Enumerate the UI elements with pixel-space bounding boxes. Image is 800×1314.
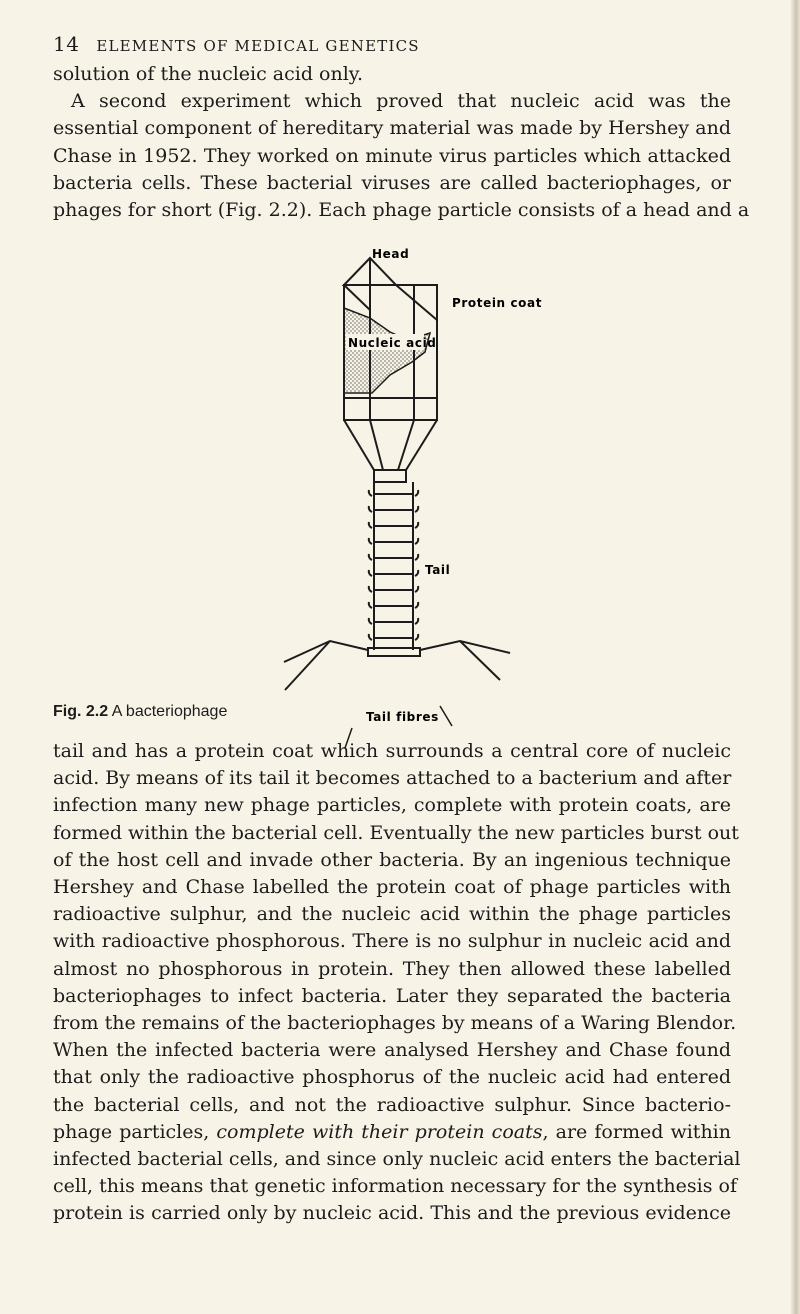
text-line: of the host cell and invade other bacteria. By an ingenious technique: [53, 848, 731, 871]
head-collar: [344, 420, 437, 470]
text-line: protein is carried only by nucleic acid. This and the previous evidence: [53, 1202, 731, 1225]
text-line-italic: phage particles, complete with their protein coats, are formed within: [53, 1120, 731, 1143]
page-number: 14: [53, 32, 80, 56]
nucleic-acid-label: Nucleic acid: [348, 336, 437, 350]
text-line: Chase in 1952. They worked on minute virus particles which attacked: [53, 144, 731, 167]
text-line: phages for short (Fig. 2.2). Each phage particle consists of a head and a: [53, 199, 750, 222]
text-line: cell, this means that genetic information necessary for the synthesis of: [53, 1175, 737, 1198]
tail-sheath: [374, 482, 413, 650]
text-line: Hershey and Chase labelled the protein coat of phage particles with: [53, 876, 731, 899]
caption-label: Fig. 2.2: [53, 703, 109, 720]
head-label: Head: [372, 247, 410, 261]
figure-caption: [53, 703, 227, 721]
text-line: A second experiment which proved that nucleic acid was the: [71, 90, 731, 113]
tail-label: Tail: [425, 563, 451, 577]
text-line: bacteria cells. These bacterial viruses are called bacteriophages, or: [53, 171, 731, 194]
paragraph-bottom: [53, 738, 741, 1228]
text-line: that only the radioactive phosphorus of the nucleic acid had entered: [53, 1066, 731, 1089]
text-line: bacteriophages to infect bacteria. Later they separated the bacteria: [53, 984, 731, 1007]
text-line: solution of the nucleic acid only.: [53, 63, 364, 85]
protein-coat-label: Protein coat: [452, 296, 543, 310]
text-line: infected bacterial cells, and since only nucleic acid enters the bacterial: [53, 1148, 741, 1171]
bacteriophage-figure: [240, 247, 550, 740]
text-line: from the remains of the bacteriophages by means of a Waring Blendor.: [53, 1012, 737, 1035]
text-line: tail and has a protein coat which surrounds a central core of nucleic: [53, 740, 731, 762]
caption-text: A bacteriophage: [111, 703, 228, 720]
text-line: almost no phosphorous in protein. They then allowed these labelled: [53, 957, 731, 980]
page-edge: [790, 0, 800, 1314]
paragraph-top: [53, 61, 750, 224]
text-line: the bacterial cells, and not the radioactive sulphur. Since bacterio-: [53, 1093, 731, 1116]
nucleic-acid-core: [344, 308, 430, 393]
text-line: radioactive sulphur, and the nucleic acid within the phage particles: [53, 903, 731, 926]
text-line: When the infected bacteria were analysed Hershey and Chase found: [53, 1039, 731, 1062]
page-header: [53, 32, 420, 56]
italic-emphasis: complete with their protein coats: [216, 1120, 543, 1143]
text-line: acid. By means of its tail it becomes attached to a bacterium and after: [53, 767, 732, 790]
text-line: with radioactive phosphorous. There is no sulphur in nucleic acid and: [53, 930, 731, 953]
tail-fibres-label: Tail fibres: [366, 710, 439, 724]
text-line: formed within the bacterial cell. Eventually the new particles burst out: [53, 821, 739, 844]
text-line: essential component of hereditary material was made by Hershey and: [53, 117, 731, 140]
text-line: infection many new phage particles, complete with protein coats, are: [53, 794, 731, 817]
running-title: ELEMENTS OF MEDICAL GENETICS: [96, 37, 420, 55]
head-apex: [344, 258, 396, 285]
